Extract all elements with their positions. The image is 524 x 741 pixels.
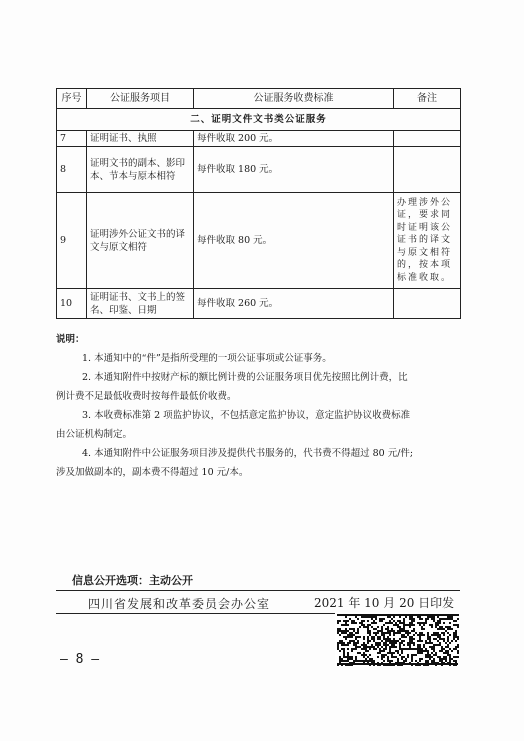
fee-table [56, 88, 461, 319]
table-row [57, 289, 461, 319]
table-header-row [57, 89, 461, 109]
row-fee: 每件收取 200 元。 [194, 131, 394, 147]
note-line: 涉及加做副本的，副本费不得超过 10 元/本。 [56, 467, 249, 478]
row-no: 9 [57, 193, 87, 289]
issue-date: 2021 年 10 月 20 日印发 [314, 596, 455, 610]
disclosure-option: 信息公开选项：主动公开 [72, 574, 193, 587]
row-no: 7 [57, 131, 87, 147]
col-header-remark: 备注 [394, 89, 461, 109]
row-item: 证明证书、执照 [87, 131, 194, 147]
row-item: 证明证书、文书上的签名、印鉴、日期 [87, 289, 194, 319]
barcode-image [335, 612, 460, 667]
row-fee: 每件收取 80 元。 [194, 193, 394, 289]
issuing-office: 四川省发展和改革委员会办公室 [88, 597, 271, 611]
row-remark [394, 289, 461, 319]
col-header-fee: 公证服务收费标准 [194, 89, 394, 109]
note-line: 1. 本通知中的“件”是指所受理的一项公证事项或公证事务。 [82, 353, 332, 364]
note-line: 4. 本通知附件中公证服务项目涉及提供代书服务的，代书费不得超过 80 元/件; [82, 448, 414, 459]
row-remark [394, 147, 461, 193]
page-number: — 8 — [60, 652, 100, 667]
notes-title: 说明： [56, 334, 85, 345]
table-row [57, 147, 461, 193]
col-header-no: 序号 [57, 89, 87, 109]
footer-rule-top [56, 590, 460, 591]
section-title: 二、证明文件文书类公证服务 [57, 109, 461, 131]
note-line: 例计费不足最低收费时按每件最低价收费。 [56, 391, 237, 402]
section-row [57, 109, 461, 131]
notes [56, 330, 464, 482]
table-row [57, 193, 461, 289]
row-fee: 每件收取 260 元。 [194, 289, 394, 319]
row-remark: 办理涉外公证，要求同时证明该公证书的译文与原文相符的，按本项标准收取。 [394, 193, 461, 289]
note-line: 3. 本收费标准第 2 项监护协议，不包括意定监护协议，意定监护协议收费标准 [82, 410, 411, 421]
note-line: 由公证机构制定。 [56, 429, 133, 440]
table-row [57, 131, 461, 147]
row-no: 10 [57, 289, 87, 319]
row-item: 证明涉外公证文书的译文与原文相符 [87, 193, 194, 289]
row-item: 证明文书的副本、影印本、节本与原本相符 [87, 147, 194, 193]
col-header-item: 公证服务项目 [87, 89, 194, 109]
row-fee: 每件收取 180 元。 [194, 147, 394, 193]
row-no: 8 [57, 147, 87, 193]
note-line: 2. 本通知附件中按财产标的额比例计费的公证服务项目优先按照比例计费，比 [82, 372, 408, 383]
row-remark [394, 131, 461, 147]
